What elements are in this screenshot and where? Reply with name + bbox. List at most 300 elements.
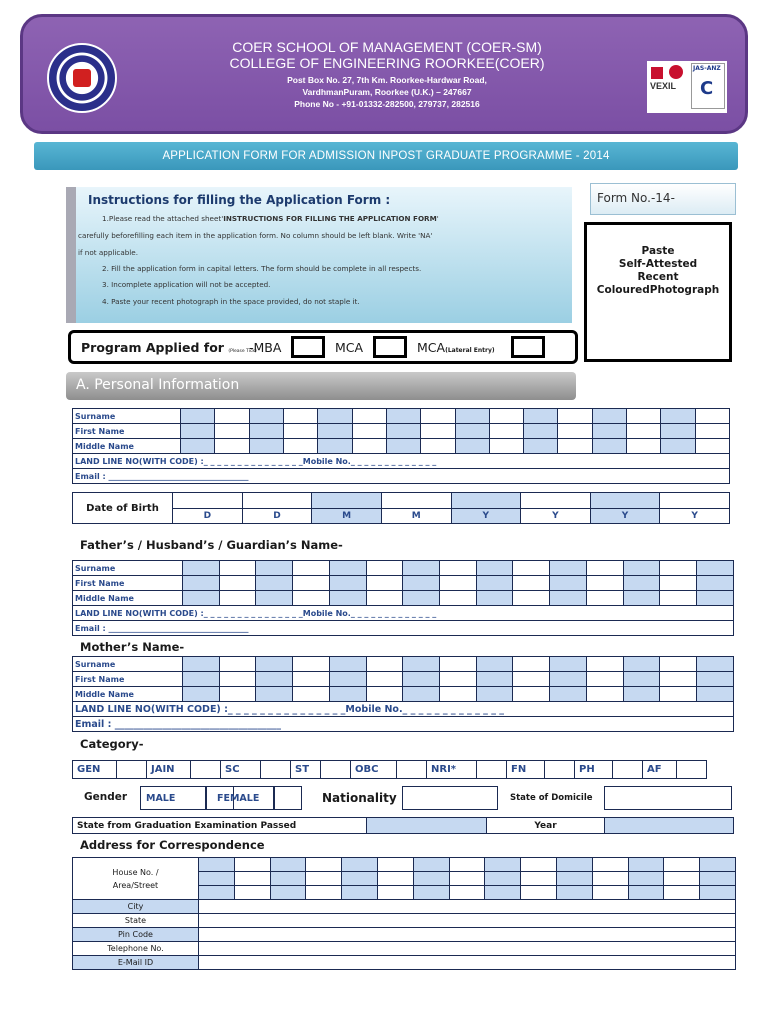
entry-cell[interactable] [513,576,550,591]
dob-cell[interactable] [660,493,730,509]
table-row [73,900,736,914]
entry-cell[interactable] [256,687,293,702]
entry-cell[interactable] [556,872,592,886]
entry-cell[interactable] [586,591,623,606]
program-mba-label: -MBA [249,340,282,355]
category-gen-checkbox[interactable] [117,761,147,779]
entry-cell[interactable] [377,872,413,886]
entry-cell[interactable] [623,657,660,672]
entry-cell[interactable] [660,657,697,672]
entry-cell[interactable] [386,424,420,439]
entry-cell[interactable] [489,439,523,454]
instruction-1-end: if not applicable. [78,248,139,257]
entry-cell[interactable] [476,591,513,606]
entry-cell[interactable] [377,886,413,900]
entry-cell[interactable] [215,424,249,439]
gender-female-checkbox[interactable] [274,786,302,810]
table-row [73,591,734,606]
entry-cell[interactable] [449,872,485,886]
table-row [73,928,736,942]
father-middle-name-label: Middle Name [73,591,183,606]
flag-icon [651,67,663,79]
entry-cell[interactable] [403,561,440,576]
program-label: Program Applied for (Please Tick) [81,340,257,355]
certification-logos [647,61,727,113]
entry-cell[interactable] [293,561,330,576]
entry-cell[interactable] [695,424,729,439]
entry-cell[interactable] [256,657,293,672]
entry-cell[interactable] [661,424,695,439]
entry-cell[interactable] [256,576,293,591]
entry-cell[interactable] [293,672,330,687]
category-ph-checkbox[interactable] [613,761,643,779]
entry-cell[interactable] [199,872,235,886]
table-row [73,687,734,702]
instructions-heading: Instructions for filling the Application Form : [88,193,391,207]
gender-label: Gender [84,791,128,803]
entry-cell[interactable] [306,872,342,886]
entry-cell[interactable] [513,672,550,687]
entry-cell[interactable] [183,672,220,687]
entry-cell[interactable] [586,561,623,576]
table-row [73,576,734,591]
table-row [73,717,734,732]
table-row [73,454,730,469]
category-st-checkbox[interactable] [321,761,351,779]
table-row [73,561,734,576]
entry-cell[interactable] [556,886,592,900]
entry-cell[interactable] [318,439,352,454]
address-entry-field[interactable] [199,956,736,970]
year-field[interactable] [605,818,734,834]
address-entry-field[interactable] [199,914,736,928]
nationality-field[interactable] [402,786,498,810]
entry-cell[interactable] [256,672,293,687]
entry-cell[interactable] [697,672,734,687]
photo-text: ColouredPhotograph [596,284,720,296]
graduation-state-label: State from Graduation Examination Passed [73,818,367,834]
entry-cell[interactable] [489,424,523,439]
entry-cell[interactable] [623,591,660,606]
entry-cell[interactable] [440,687,477,702]
entry-cell[interactable] [449,858,485,872]
category-heading: Category- [80,737,144,751]
entry-cell[interactable] [249,409,283,424]
entry-cell[interactable] [660,687,697,702]
landline-mobile-field[interactable]: LAND LINE NO(WITH CODE) :_ _ _ _ _ _ _ _ _ _ _ _ _ _ _Mobile No._ _ _ _ _ _ _ _ _ _ _ _ _ [73,454,730,469]
entry-cell[interactable] [293,576,330,591]
entry-cell[interactable] [586,672,623,687]
entry-cell[interactable] [476,657,513,672]
father-landline-mobile-field[interactable]: LAND LINE NO(WITH CODE) :_ _ _ _ _ _ _ _ _ _ _ _ _ _ _Mobile No._ _ _ _ _ _ _ _ _ _ _ _ _ [73,606,734,621]
entry-cell[interactable] [329,576,366,591]
entry-cell[interactable] [440,591,477,606]
gender-female-option[interactable]: FEMALE [212,786,274,810]
entry-cell[interactable] [485,872,521,886]
dob-year-4: Y [660,509,730,524]
entry-cell[interactable] [697,561,734,576]
graduation-state-field[interactable] [367,818,487,834]
entry-cell[interactable] [592,858,628,872]
father-name-heading: Father’s / Husband’s / Guardian’s Name- [80,538,343,552]
category-af: AF [643,761,677,779]
year-label: Year [487,818,605,834]
vexil-logo: VEXIL [650,81,677,91]
entry-cell[interactable] [329,561,366,576]
entry-cell[interactable] [293,591,330,606]
photo-text: Paste [641,245,675,257]
table-row [73,956,736,970]
phone-line: Phone No - +91-01332-282500, 279737, 282516 [294,99,480,109]
college-name: COLLEGE OF ENGINEERING ROORKEE(COER) [229,55,545,71]
table-row [73,621,734,636]
entry-cell[interactable] [183,576,220,591]
address-heading: Address for Correspondence [80,838,265,852]
jas-anz-logo [691,63,725,109]
entry-cell[interactable] [550,591,587,606]
mother-first-name-label: First Name [73,672,183,687]
program-selector [68,330,578,364]
table-row [73,657,734,672]
dob-cell[interactable] [590,493,660,509]
entry-cell[interactable] [256,561,293,576]
entry-cell[interactable] [558,439,592,454]
entry-cell[interactable] [521,858,557,872]
entry-cell[interactable] [283,439,317,454]
entry-cell[interactable] [219,576,256,591]
entry-cell[interactable] [249,439,283,454]
entry-cell[interactable] [413,858,449,872]
entry-cell[interactable] [306,858,342,872]
entry-cell[interactable] [421,424,455,439]
entry-cell[interactable] [293,657,330,672]
entry-cell[interactable] [183,687,220,702]
email-field[interactable]: Email : ___________________________________ [73,469,730,484]
entry-cell[interactable] [215,439,249,454]
mba-checkbox[interactable] [291,336,325,358]
entry-cell[interactable] [318,424,352,439]
category-fn-checkbox[interactable] [545,761,575,779]
form-number: Form No.-14- [590,183,736,215]
entry-cell[interactable] [627,409,661,424]
entry-cell[interactable] [476,576,513,591]
entry-cell[interactable] [697,576,734,591]
state-label: State [73,914,199,928]
entry-cell[interactable] [377,858,413,872]
entry-cell[interactable] [219,672,256,687]
entry-cell[interactable] [664,858,700,872]
address-grid [72,857,736,970]
instruction-1-cont: carefully beforefilling each item in the application form. No column should be left blank. Write 'NA' [78,231,433,240]
dob-year-1: Y [451,509,521,524]
entry-cell[interactable] [513,657,550,672]
entry-cell[interactable] [455,409,489,424]
entry-cell[interactable] [181,439,215,454]
dob-cell[interactable] [451,493,521,509]
entry-cell[interactable] [270,886,306,900]
entry-cell[interactable] [550,672,587,687]
entry-cell[interactable] [586,657,623,672]
house-area-label: House No. / Area/Street [73,858,199,900]
entry-cell[interactable] [586,576,623,591]
entry-cell[interactable] [183,591,220,606]
father-first-name-label: First Name [73,576,183,591]
entry-cell[interactable] [521,886,557,900]
category-sc-checkbox[interactable] [261,761,291,779]
category-obc-checkbox[interactable] [397,761,427,779]
entry-cell[interactable] [556,858,592,872]
entry-cell[interactable] [386,439,420,454]
entry-cell[interactable] [623,561,660,576]
category-jain: JAIN [147,761,191,779]
mother-name-grid [72,656,734,732]
table-row [73,914,736,928]
address-entry-field[interactable] [199,900,736,914]
entry-cell[interactable] [550,687,587,702]
dob-year-2: Y [521,509,591,524]
entry-cell[interactable] [421,409,455,424]
entry-cell[interactable] [234,872,270,886]
category-af-checkbox[interactable] [677,761,707,779]
entry-cell[interactable] [592,424,626,439]
school-name: COER SCHOOL OF MANAGEMENT (COER-SM) [232,39,542,55]
entry-cell[interactable] [661,409,695,424]
entry-cell[interactable] [199,858,235,872]
mother-middle-name-label: Middle Name [73,687,183,702]
entry-cell[interactable] [592,409,626,424]
photo-box[interactable] [584,222,732,362]
entry-cell[interactable] [403,657,440,672]
entry-cell[interactable] [660,672,697,687]
entry-cell[interactable] [592,886,628,900]
entry-cell[interactable] [219,561,256,576]
entry-cell[interactable] [455,424,489,439]
dob-day-1: D [173,509,243,524]
entry-cell[interactable] [660,576,697,591]
entry-cell[interactable] [664,886,700,900]
entry-cell[interactable] [386,409,420,424]
entry-cell[interactable] [283,409,317,424]
entry-cell[interactable] [697,687,734,702]
dob-cell[interactable] [242,493,312,509]
section-personal-information: A. Personal Information [66,372,576,400]
dob-cell[interactable] [381,493,451,509]
entry-cell[interactable] [521,872,557,886]
entry-cell[interactable] [628,886,664,900]
surname-label: Surname [73,409,181,424]
address-email-label: E-Mail ID [73,956,199,970]
entry-cell[interactable] [440,672,477,687]
city-label: City [73,900,199,914]
mca-checkbox[interactable] [373,336,407,358]
entry-cell[interactable] [249,424,283,439]
entry-cell[interactable] [342,858,378,872]
program-mca-lateral-label: MCA(Lateral Entry) [417,340,495,355]
entry-cell[interactable] [558,424,592,439]
father-name-grid [72,560,734,636]
photo-text: Recent [637,271,679,283]
entry-cell[interactable] [183,561,220,576]
entry-cell[interactable] [489,409,523,424]
entry-cell[interactable] [181,424,215,439]
entry-cell[interactable] [440,561,477,576]
entry-cell[interactable] [219,657,256,672]
entry-cell[interactable] [293,687,330,702]
entry-cell[interactable] [403,687,440,702]
entry-cell[interactable] [623,687,660,702]
entry-cell[interactable] [403,576,440,591]
entry-cell[interactable] [329,687,366,702]
entry-cell[interactable] [558,409,592,424]
entry-cell[interactable] [513,687,550,702]
entry-cell[interactable] [270,872,306,886]
entry-cell[interactable] [623,672,660,687]
entry-cell[interactable] [476,561,513,576]
entry-cell[interactable] [476,672,513,687]
instructions-panel [66,187,572,323]
entry-cell[interactable] [352,439,386,454]
mother-name-heading: Mother’s Name- [80,640,185,654]
dob-cell[interactable] [173,493,243,509]
dob-day-2: D [242,509,312,524]
entry-cell[interactable] [256,591,293,606]
entry-cell[interactable] [664,872,700,886]
table-row [73,439,730,454]
telephone-label: Telephone No. [73,942,199,956]
entry-cell[interactable] [366,672,403,687]
entry-cell[interactable] [592,439,626,454]
gender-nationality-row [72,785,732,813]
category-nri-checkbox[interactable] [477,761,507,779]
table-row [73,409,730,424]
address-entry-field[interactable] [199,942,736,956]
entry-cell[interactable] [366,576,403,591]
dob-cell[interactable] [521,493,591,509]
entry-cell[interactable] [627,439,661,454]
entry-cell[interactable] [403,591,440,606]
nationality-label: Nationality [322,791,397,805]
entry-cell[interactable] [366,657,403,672]
entry-cell[interactable] [524,439,558,454]
entry-cell[interactable] [700,886,736,900]
entry-cell[interactable] [270,858,306,872]
entry-cell[interactable] [628,858,664,872]
mother-email-field[interactable]: Email : ___________________________________ [73,717,734,732]
entry-cell[interactable] [550,657,587,672]
mca-lateral-checkbox[interactable] [511,336,545,358]
category-jain-checkbox[interactable] [191,761,221,779]
dob-cell[interactable] [312,493,382,509]
entry-cell[interactable] [449,886,485,900]
entry-cell[interactable] [623,576,660,591]
entry-cell[interactable] [329,591,366,606]
entry-cell[interactable] [440,576,477,591]
category-ph: PH [575,761,613,779]
entry-cell[interactable] [485,858,521,872]
entry-cell[interactable] [697,657,734,672]
entry-cell[interactable] [660,561,697,576]
entry-cell[interactable] [524,424,558,439]
entry-cell[interactable] [306,886,342,900]
entry-cell[interactable] [700,858,736,872]
entry-cell[interactable] [342,886,378,900]
entry-cell[interactable] [524,409,558,424]
entry-cell[interactable] [403,672,440,687]
address-entry-field[interactable] [199,928,736,942]
entry-cell[interactable] [513,591,550,606]
entry-cell[interactable] [199,886,235,900]
entry-cell[interactable] [352,409,386,424]
form-title: APPLICATION FORM FOR ADMISSION INPOST GRADUATE PROGRAMME - 2014 [34,142,738,170]
entry-cell[interactable] [234,858,270,872]
entry-cell[interactable] [485,886,521,900]
father-email-field[interactable]: Email : ___________________________________ [73,621,734,636]
entry-cell[interactable] [660,591,697,606]
entry-cell[interactable] [550,576,587,591]
category-selector [72,760,707,779]
table-row [73,606,734,621]
entry-cell[interactable] [329,657,366,672]
domicile-label: State of Domicile [510,793,593,803]
entry-cell[interactable] [695,439,729,454]
entry-cell[interactable] [476,687,513,702]
jas-anz-text: JAS-ANZ [693,65,721,72]
program-mca-label: MCA [335,340,364,355]
entry-cell[interactable] [342,872,378,886]
entry-cell[interactable] [695,409,729,424]
entry-cell[interactable] [183,657,220,672]
entry-cell[interactable] [697,591,734,606]
instruction-2: 2. Fill the application form in capital letters. The form should be complete in all respects. [102,264,422,273]
entry-cell[interactable] [413,886,449,900]
dob-month-1: M [312,509,382,524]
entry-cell[interactable] [513,561,550,576]
entry-cell[interactable] [440,657,477,672]
gender-male-option[interactable]: MALE [140,786,206,810]
mother-landline-mobile-field[interactable]: LAND LINE NO(WITH CODE) :_ _ _ _ _ _ _ _ _ _ _ _ _ _ _Mobile No._ _ _ _ _ _ _ _ _ _ _ _ _ [73,702,734,717]
entry-cell[interactable] [421,439,455,454]
entry-cell[interactable] [592,872,628,886]
category-sc: SC [221,761,261,779]
entry-cell[interactable] [413,872,449,886]
entry-cell[interactable] [550,561,587,576]
entry-cell[interactable] [366,591,403,606]
entry-cell[interactable] [318,409,352,424]
entry-cell[interactable] [352,424,386,439]
entry-cell[interactable] [219,591,256,606]
entry-cell[interactable] [181,409,215,424]
entry-cell[interactable] [628,872,664,886]
entry-cell[interactable] [700,872,736,886]
entry-cell[interactable] [586,687,623,702]
category-st: ST [291,761,321,779]
date-of-birth-grid [72,492,730,524]
entry-cell[interactable] [627,424,661,439]
entry-cell[interactable] [329,672,366,687]
first-name-label: First Name [73,424,181,439]
entry-cell[interactable] [215,409,249,424]
instruction-4: 4. Paste your recent photograph in the space provided, do not staple it. [102,297,360,306]
entry-cell[interactable] [234,886,270,900]
entry-cell[interactable] [366,687,403,702]
entry-cell[interactable] [661,439,695,454]
entry-cell[interactable] [455,439,489,454]
entry-cell[interactable] [219,687,256,702]
domicile-field[interactable] [604,786,732,810]
category-gen: GEN [73,761,117,779]
entry-cell[interactable] [366,561,403,576]
entry-cell[interactable] [283,424,317,439]
